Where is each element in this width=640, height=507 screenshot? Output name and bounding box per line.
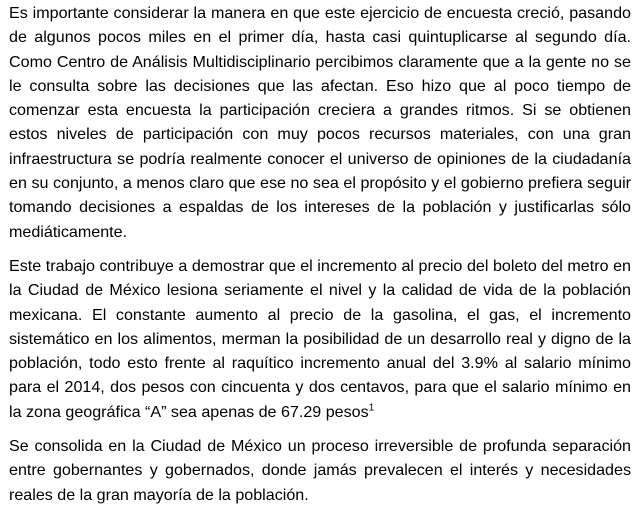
footnote-reference: 1 — [368, 402, 375, 414]
paragraph-survey-growth — [9, 1, 631, 244]
paragraph-text: Este trabajo contribuye a demostrar que el incremento al precio del boleto del metro en la Ciudad de México lesiona seriamente el nivel y la calidad de vida de la población mexicana. El constante aumento al precio de la gasolina, el gas, el incremento sistemático en los alimentos, merman la posibilidad de un desarrollo real y digno de la población, todo esto frente al raquítico incremento anual del 3.9% al salario mínimo para el 2014, dos pesos con cincuenta y dos centavos, para que el salario mínimo en la zona geográfica “A” sea apenas de 67.29 pesos — [9, 256, 631, 421]
paragraph-separation — [9, 434, 631, 507]
paragraph-metro-price — [9, 254, 631, 424]
paragraph-text: Es importante considerar la manera en que este ejercicio de encuesta creció, pasando de algunos pocos miles en el primer día, hasta casi quintuplicarse al segundo día. Como Centro de Análisis Multidisciplinario percibimos claramente que a la gente no se le consulta sobre las decisiones que las afectan. Eso hizo que al poco tiempo de comenzar esta encuesta la participación creciera a grandes ritmos. Si se obtienen estos niveles de participación con muy pocos recursos materiales, con una gran infraestructura se podría realmente conocer el universo de opiniones de la ciudadanía en su conjunto, a menos claro que ese no sea el propósito y el gobierno prefiera seguir tomando decisiones a espaldas de los intereses de la población y justificarlas sólo mediáticamente. — [9, 4, 631, 241]
paragraph-text: Se consolida en la Ciudad de México un proceso irreversible de profunda separación entre gobernantes y gobernados, donde jamás prevalecen el interés y necesidades reales de la gran mayoría de la población. — [9, 437, 631, 504]
